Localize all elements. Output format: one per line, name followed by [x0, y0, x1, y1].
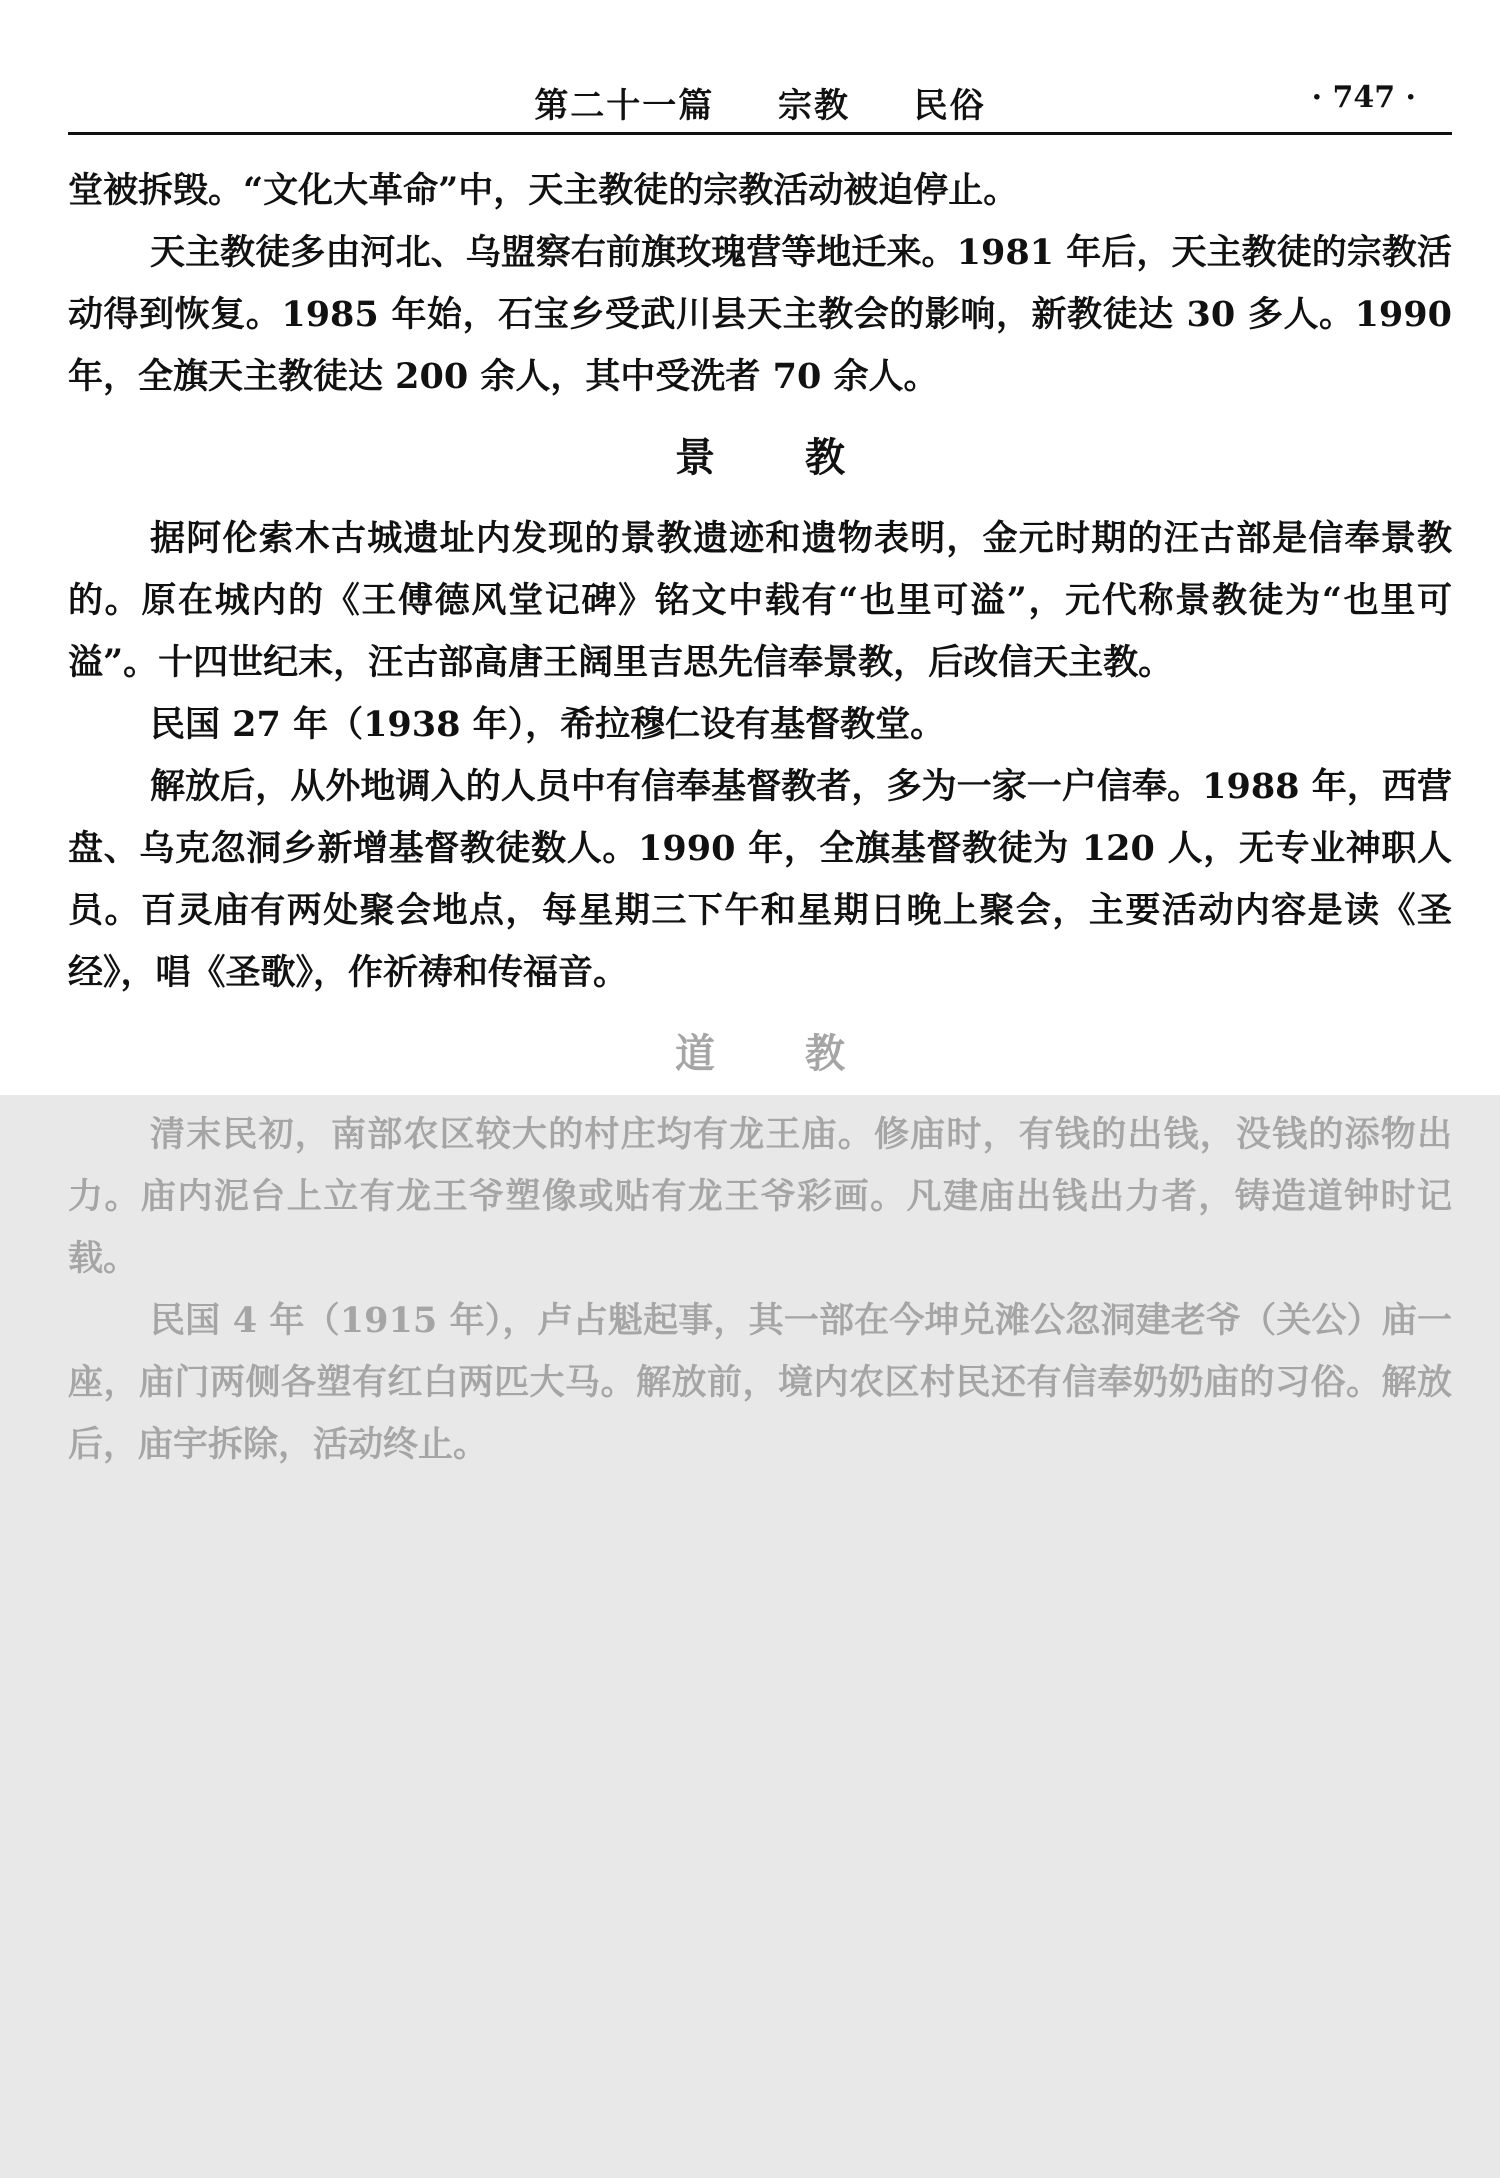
paragraph-continuation: 堂被拆毁。“文化大革命”中，天主教徒的宗教活动被迫停止。 — [68, 170, 1019, 211]
page-header — [68, 68, 1452, 136]
page-body — [68, 160, 1452, 1476]
section-heading-jingjiao: 景教 — [675, 434, 935, 481]
paragraph-jingjiao-3: 解放后，从外地调入的人员中有信奉基督教者，多为一家一户信奉。1988 年，西营盘、乌克忽洞乡新增基督教徒数人。1990 年，全旗基督教徒为 120 人，无专业神职人员。百灵庙有两处聚会地点，每星期三下午和星期日晚上聚会，主要活动内容是读《圣经》，唱《圣歌》，作祈祷和传福音。 — [68, 766, 1452, 993]
paragraph-jingjiao-1: 据阿伦索木古城遗址内发现的景教遗迹和遗物表明，金元时期的汪古部是信奉景教的。原在城内的《王傅德风堂记碑》铭文中载有“也里可溢”，元代称景教徒为“也里可溢”。十四世纪末，汪古部高唐王阔里吉思先信奉景教，后改信天主教。 — [68, 518, 1452, 683]
paragraph-daojiao-2: 民国 4 年（1915 年），卢占魁起事，其一部在今坤兑滩公忽洞建老爷（关公）庙一座，庙门两侧各塑有红白两匹大马。解放前，境内农区村民还有信奉奶奶庙的习俗。解放后，庙宇拆除，活动终止。 — [68, 1300, 1452, 1465]
chapter-title: 第二十一篇 宗教 民俗 — [534, 86, 986, 126]
section-heading-daojiao: 道教 — [675, 1030, 935, 1077]
paragraph-jingjiao-2: 民国 27 年（1938 年），希拉穆仁设有基督教堂。 — [150, 704, 946, 745]
page-number: · 747 · — [1311, 80, 1416, 115]
header-divider — [68, 132, 1452, 135]
paragraph-catholic: 天主教徒多由河北、乌盟察右前旗玫瑰营等地迁来。1981 年后，天主教徒的宗教活动得到恢复。1985 年始，石宝乡受武川县天主教会的影响，新教徒达 30 多人。1990 年，全旗天主教徒达 200 余人，其中受洗者 70 余人。 — [68, 232, 1452, 397]
paragraph-daojiao-1: 清末民初，南部农区较大的村庄均有龙王庙。修庙时，有钱的出钱，没钱的添物出力。庙内泥台上立有龙王爷塑像或贴有龙王爷彩画。凡建庙出钱出力者，铸造道钟时记载。 — [68, 1114, 1452, 1279]
